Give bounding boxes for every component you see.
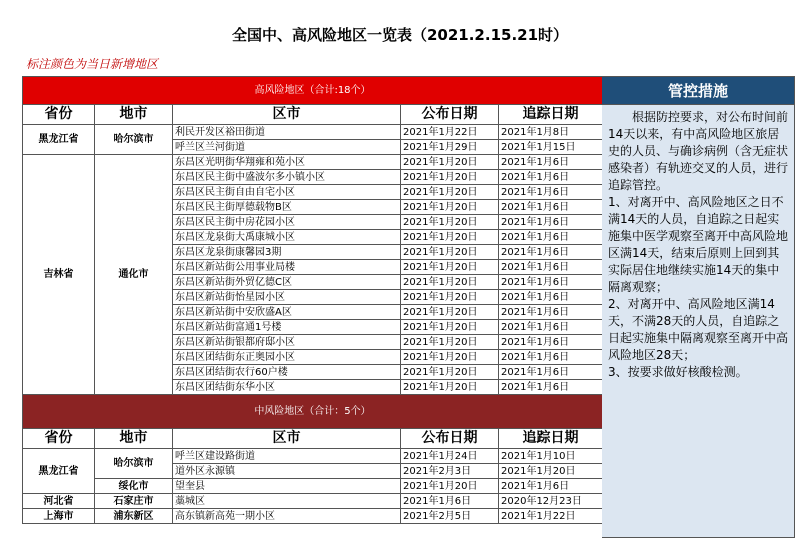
tracking-date-cell: 2021年1月6日 (499, 479, 603, 494)
published-date-cell: 2021年1月20日 (401, 320, 499, 335)
table-row (23, 494, 603, 509)
published-date-cell: 2021年1月24日 (401, 449, 499, 464)
tracking-date-cell: 2021年1月6日 (499, 320, 603, 335)
district-cell: 东昌区团结街农行60户楼 (173, 365, 401, 380)
control-measures-text (602, 105, 794, 385)
tracking-date-cell: 2021年1月6日 (499, 170, 603, 185)
district-cell: 呼兰区兰河街道 (173, 140, 401, 155)
tracking-date-cell: 2021年1月10日 (499, 449, 603, 464)
measure-paragraph: 3、按要求做好核酸检测。 (608, 365, 748, 379)
published-date-cell: 2021年1月20日 (401, 335, 499, 350)
published-date-cell: 2021年2月5日 (401, 509, 499, 524)
district-cell: 呼兰区建设路街道 (173, 449, 401, 464)
page-title: 全国中、高风险地区一览表（2021.2.15.21时） (231, 26, 569, 44)
medium-risk-banner-row (23, 395, 603, 429)
district-cell: 东昌区民主街中盛波尔多小镇小区 (173, 170, 401, 185)
table-row (23, 509, 603, 524)
high-risk-banner-row (23, 77, 603, 105)
column-header: 公布日期 (401, 429, 499, 449)
table-header-row (23, 105, 603, 125)
district-cell: 东昌区新站街怡星园小区 (173, 290, 401, 305)
published-date-cell: 2021年1月20日 (401, 479, 499, 494)
tracking-date-cell: 2020年12月23日 (499, 494, 603, 509)
city-cell: 通化市 (95, 155, 173, 395)
column-header: 公布日期 (401, 105, 499, 125)
tracking-date-cell: 2021年1月6日 (499, 185, 603, 200)
published-date-cell: 2021年1月20日 (401, 290, 499, 305)
tracking-date-cell: 2021年1月6日 (499, 230, 603, 245)
medium-risk-banner: 中风险地区（合计：5个） (23, 395, 603, 429)
city-cell: 绥化市 (95, 479, 173, 494)
column-header: 地市 (95, 429, 173, 449)
table-row (23, 479, 603, 494)
province-cell: 上海市 (23, 509, 95, 524)
district-cell: 东昌区龙泉街康馨园3期 (173, 245, 401, 260)
published-date-cell: 2021年1月20日 (401, 215, 499, 230)
district-cell: 东昌区新站街富通1号楼 (173, 320, 401, 335)
district-cell: 利民开发区裕田街道 (173, 125, 401, 140)
tracking-date-cell: 2021年1月6日 (499, 245, 603, 260)
column-header: 区市 (173, 105, 401, 125)
measure-paragraph: 2、对离开中、高风险地区满14天，不满28天的人员，自追踪之日起实施集中隔离观察至离开中高风险地区28天； (608, 297, 789, 362)
district-cell: 东昌区民主街厚德载物B区 (173, 200, 401, 215)
tracking-date-cell: 2021年1月6日 (499, 215, 603, 230)
published-date-cell: 2021年1月20日 (401, 200, 499, 215)
district-cell: 东昌区团结街东华小区 (173, 380, 401, 395)
published-date-cell: 2021年1月20日 (401, 260, 499, 275)
control-measures-heading: 管控措施 (602, 77, 794, 105)
district-cell: 东昌区新站街公用事业局楼 (173, 260, 401, 275)
district-cell: 东昌区新站街外贸亿德C区 (173, 275, 401, 290)
province-cell: 吉林省 (23, 155, 95, 395)
district-cell: 东昌区新站街中安欣盛A区 (173, 305, 401, 320)
published-date-cell: 2021年1月20日 (401, 245, 499, 260)
tracking-date-cell: 2021年1月6日 (499, 380, 603, 395)
tracking-date-cell: 2021年1月6日 (499, 275, 603, 290)
published-date-cell: 2021年2月3日 (401, 464, 499, 479)
district-cell: 望奎县 (173, 479, 401, 494)
city-cell: 浦东新区 (95, 509, 173, 524)
district-cell: 东昌区新站街银都府邸小区 (173, 335, 401, 350)
tracking-date-cell: 2021年1月6日 (499, 335, 603, 350)
city-cell: 哈尔滨市 (95, 449, 173, 479)
province-cell: 河北省 (23, 494, 95, 509)
table-row (23, 155, 603, 170)
column-header: 地市 (95, 105, 173, 125)
column-header: 省份 (23, 105, 95, 125)
province-cell: 黑龙江省 (23, 125, 95, 155)
tracking-date-cell: 2021年1月6日 (499, 200, 603, 215)
district-cell: 东昌区光明街华翔雍和苑小区 (173, 155, 401, 170)
tracking-date-cell: 2021年1月8日 (499, 125, 603, 140)
tracking-date-cell: 2021年1月20日 (499, 464, 603, 479)
published-date-cell: 2021年1月29日 (401, 140, 499, 155)
tracking-date-cell: 2021年1月6日 (499, 155, 603, 170)
district-cell: 东昌区民主街中房花园小区 (173, 215, 401, 230)
province-cell: 黑龙江省 (23, 449, 95, 494)
tracking-date-cell: 2021年1月6日 (499, 350, 603, 365)
tracking-date-cell: 2021年1月6日 (499, 260, 603, 275)
published-date-cell: 2021年1月20日 (401, 305, 499, 320)
city-cell: 哈尔滨市 (95, 125, 173, 155)
table-header-row (23, 429, 603, 449)
table-row (23, 125, 603, 140)
risk-table-container (22, 76, 795, 538)
column-header: 省份 (23, 429, 95, 449)
published-date-cell: 2021年1月20日 (401, 170, 499, 185)
tracking-date-cell: 2021年1月6日 (499, 365, 603, 380)
district-cell: 高东镇新高苑一期小区 (173, 509, 401, 524)
table-row (23, 449, 603, 464)
control-measures-panel (602, 76, 795, 538)
published-date-cell: 2021年1月20日 (401, 365, 499, 380)
published-date-cell: 2021年1月20日 (401, 155, 499, 170)
city-cell: 石家庄市 (95, 494, 173, 509)
measure-paragraph: 根据防控要求，对公布时间前14天以来，有中高风险地区旅居史的人员、与确诊病例（含无症状感染者）有轨迹交叉的人员，进行追踪管控。 (608, 110, 789, 192)
high-risk-banner: 高风险地区（合计:18个） (23, 77, 603, 105)
column-header: 区市 (173, 429, 401, 449)
published-date-cell: 2021年1月20日 (401, 185, 499, 200)
tracking-date-cell: 2021年1月6日 (499, 290, 603, 305)
column-header: 追踪日期 (499, 105, 603, 125)
district-cell: 东昌区龙泉街大禹康城小区 (173, 230, 401, 245)
published-date-cell: 2021年1月20日 (401, 350, 499, 365)
risk-area-table (22, 76, 603, 524)
published-date-cell: 2021年1月6日 (401, 494, 499, 509)
measure-paragraph: 1、对离开中、高风险地区之日不满14天的人员，自追踪之日起实施集中医学观察至离开中高风险地区满14天，结束后原则上回到其实际居住地继续实施14天的集中隔离观察； (608, 195, 789, 294)
tracking-date-cell: 2021年1月22日 (499, 509, 603, 524)
published-date-cell: 2021年1月20日 (401, 380, 499, 395)
published-date-cell: 2021年1月20日 (401, 230, 499, 245)
column-header: 追踪日期 (499, 429, 603, 449)
district-cell: 道外区永源镇 (173, 464, 401, 479)
published-date-cell: 2021年1月20日 (401, 275, 499, 290)
district-cell: 东昌区民主街自由自宅小区 (173, 185, 401, 200)
tracking-date-cell: 2021年1月6日 (499, 305, 603, 320)
tracking-date-cell: 2021年1月15日 (499, 140, 603, 155)
legend-note: 标注颜色为当日新增地区 (26, 57, 159, 71)
district-cell: 藁城区 (173, 494, 401, 509)
district-cell: 东昌区团结街东正奥园小区 (173, 350, 401, 365)
published-date-cell: 2021年1月22日 (401, 125, 499, 140)
